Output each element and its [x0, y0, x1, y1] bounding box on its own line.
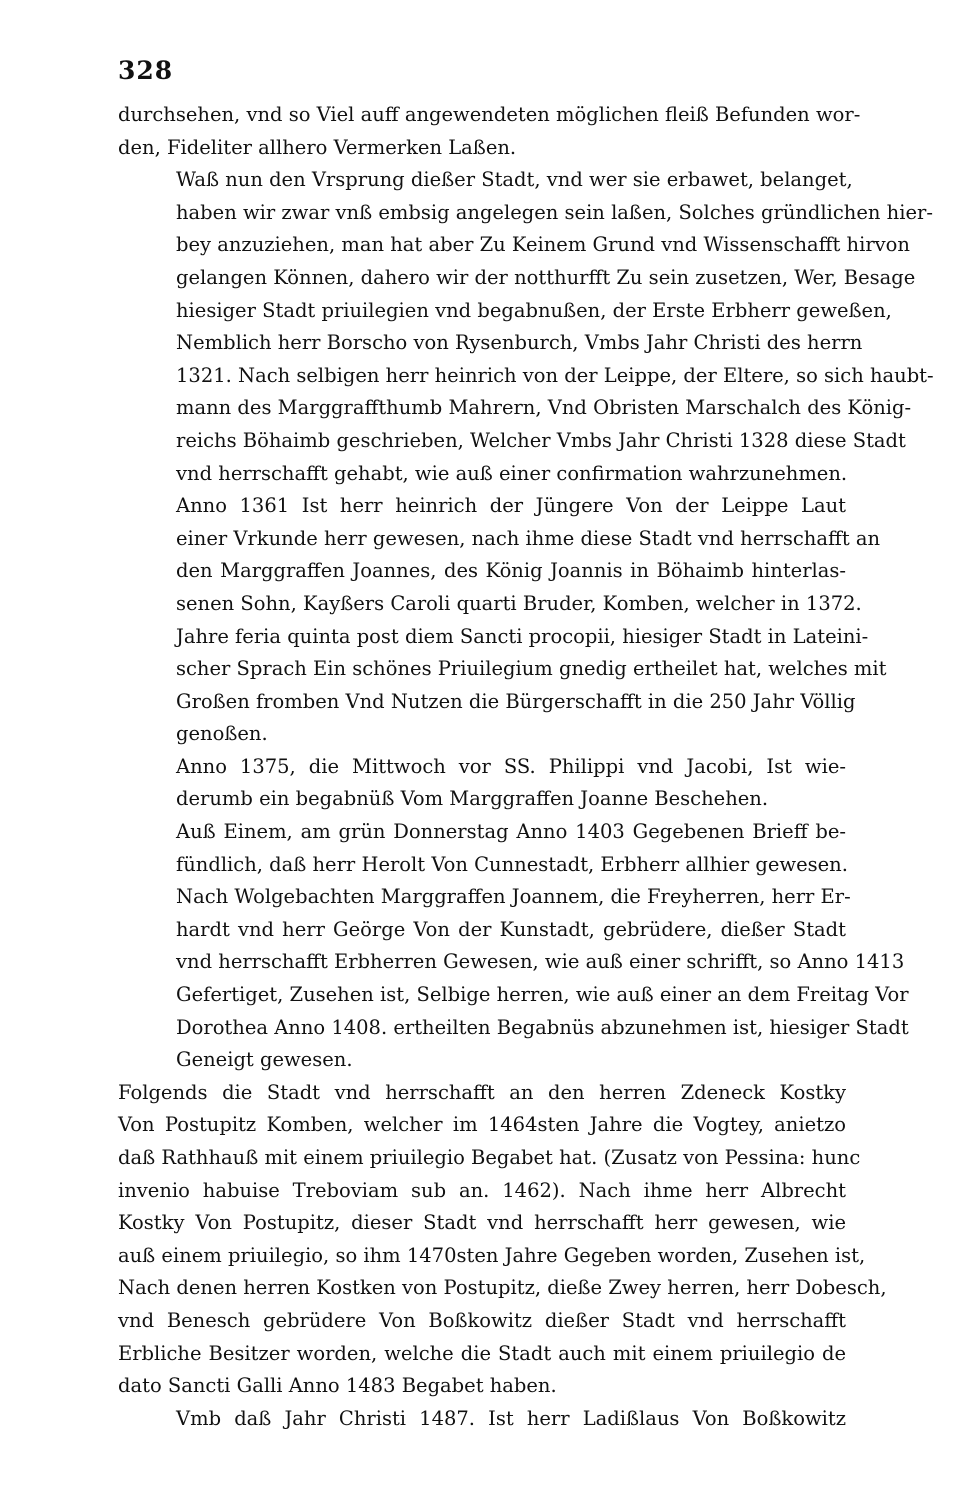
text-line: Nach Wolgebachten Marggraffen Joannem, die Freyherren, herr Er- — [176, 885, 851, 909]
paragraph — [118, 881, 909, 1077]
text-line: Anno 1375, die Mittwoch vor SS. Philippi vnd Jacobi, Ist wie- — [176, 754, 846, 778]
paragraph — [118, 816, 846, 881]
text-line: Großen fromben Vnd Nutzen die Bürgerschafft in die 250 Jahr Völlig — [176, 689, 856, 713]
text-line: Jahre feria quinta post diem Sancti procopii, hiesiger Stadt in Lateini- — [176, 624, 869, 648]
text-line: vnd herrschafft Erbherren Gewesen, wie auß einer schrifft, so Anno 1413 — [176, 950, 905, 974]
text-line: 1321. Nach selbigen herr heinrich von der Leippe, der Eltere, so sich haubt- — [176, 363, 934, 387]
text-line: bey anzuziehen, man hat aber Zu Keinem Grund vnd Wissenschafft hirvon — [176, 233, 910, 257]
text-line: dato Sancti Galli Anno 1483 Begabet haben. — [118, 1374, 557, 1398]
text-line: gelangen Können, dahero wir der notthurfft Zu sein zusetzen, Wer, Besage — [176, 265, 916, 289]
text-line: haben wir zwar vnß embsig angelegen sein laßen, Solches gründlichen hier- — [176, 200, 933, 224]
paragraph — [118, 751, 846, 816]
book-page — [118, 56, 934, 1435]
text-line: auß einem priuilegio, so ihm 1470sten Jahre Gegeben worden, Zusehen ist, — [118, 1243, 866, 1267]
paragraph — [118, 1403, 846, 1436]
text-line: genoßen. — [176, 722, 268, 746]
text-line: derumb ein begabnüß Vom Marggraffen Joanne Beschehen. — [176, 787, 769, 811]
text-line: Dorothea Anno 1408. ertheilten Begabnüs abzunehmen ist, hiesiger Stadt — [176, 1015, 909, 1039]
text-line: senen Sohn, Kayßers Caroli quarti Bruder, Komben, welcher in 1372. — [176, 591, 862, 615]
text-line: hiesiger Stadt priuilegien vnd begabnußen, der Erste Erbherr geweßen, — [176, 298, 892, 322]
text-line: invenio habuise Treboviam sub an. 1462). Nach ihme herr Albrecht — [118, 1178, 846, 1202]
text-line: Folgends die Stadt vnd herrschafft an den herren Zdeneck Kostky — [118, 1080, 846, 1104]
text-line: den Marggraffen Joannes, des König Joannis in Böhaimb hinterlas- — [176, 559, 846, 583]
text-line: Erbliche Besitzer worden, welche die Stadt auch mit einem priuilegio de — [118, 1341, 846, 1365]
text-line: reichs Böhaimb geschrieben, Welcher Vmbs Jahr Christi 1328 diese Stadt — [176, 428, 906, 452]
text-line: scher Sprach Ein schönes Priuilegium gnedig ertheilet hat, welches mit — [176, 657, 887, 681]
text-line: Geneigt gewesen. — [176, 1048, 353, 1072]
text-line: daß Rathhauß mit einem priuilegio Begabet hat. (Zusatz von Pessina: hunc — [118, 1146, 861, 1169]
paragraph — [118, 490, 887, 751]
text-line: Nemblich herr Borscho von Rysenburch, Vmbs Jahr Christi des herrn — [176, 331, 863, 355]
text-line: einer Vrkunde herr gewesen, nach ihme diese Stadt vnd herrschafft an — [176, 526, 881, 550]
paragraph — [118, 1077, 887, 1403]
page-number: 328 — [118, 56, 174, 85]
paragraph — [118, 99, 861, 164]
text-line: Vmb daß Jahr Christi 1487. Ist herr Ladißlaus Von Boßkowitz — [176, 1406, 846, 1430]
text-line: hardt vnd herr Geörge Von der Kunstadt, gebrüdere, dießer Stadt — [176, 917, 846, 941]
text-line: Anno 1361 Ist herr heinrich der Jüngere Von der Leippe Laut — [176, 494, 846, 518]
text-line: Nach denen herren Kostken von Postupitz, dieße Zwey herren, herr Dobesch, — [118, 1276, 887, 1300]
text-line: Kostky Von Postupitz, dieser Stadt vnd herrschafft herr gewesen, wie — [118, 1211, 846, 1235]
text-line: den, Fideliter allhero Vermerken Laßen. — [118, 135, 517, 159]
text-body — [118, 99, 934, 1435]
text-line: Waß nun den Vrsprung dießer Stadt, vnd wer sie erbawet, belanget, — [176, 168, 853, 192]
text-line: Auß Einem, am grün Donnerstag Anno 1403 Gegebenen Brieff be- — [176, 820, 846, 844]
paragraph — [118, 164, 934, 490]
text-line: mann des Marggraffthumb Mahrern, Vnd Obristen Marschalch des König- — [176, 396, 912, 420]
text-line: vnd herrschafft gehabt, wie auß einer confirmation wahrzunehmen. — [176, 461, 848, 485]
text-line: durchsehen, vnd so Viel auff angewendeten möglichen fleiß Befunden wor- — [118, 103, 861, 126]
text-line: Von Postupitz Komben, welcher im 1464sten Jahre die Vogtey, anietzo — [118, 1113, 846, 1137]
text-line: vnd Benesch gebrüdere Von Boßkowitz dießer Stadt vnd herrschafft — [118, 1308, 846, 1332]
text-line: fündlich, daß herr Herolt Von Cunnestadt, Erbherr allhier gewesen. — [176, 852, 848, 876]
text-line: Gefertiget, Zusehen ist, Selbige herren, wie auß einer an dem Freitag Vor — [176, 983, 909, 1007]
